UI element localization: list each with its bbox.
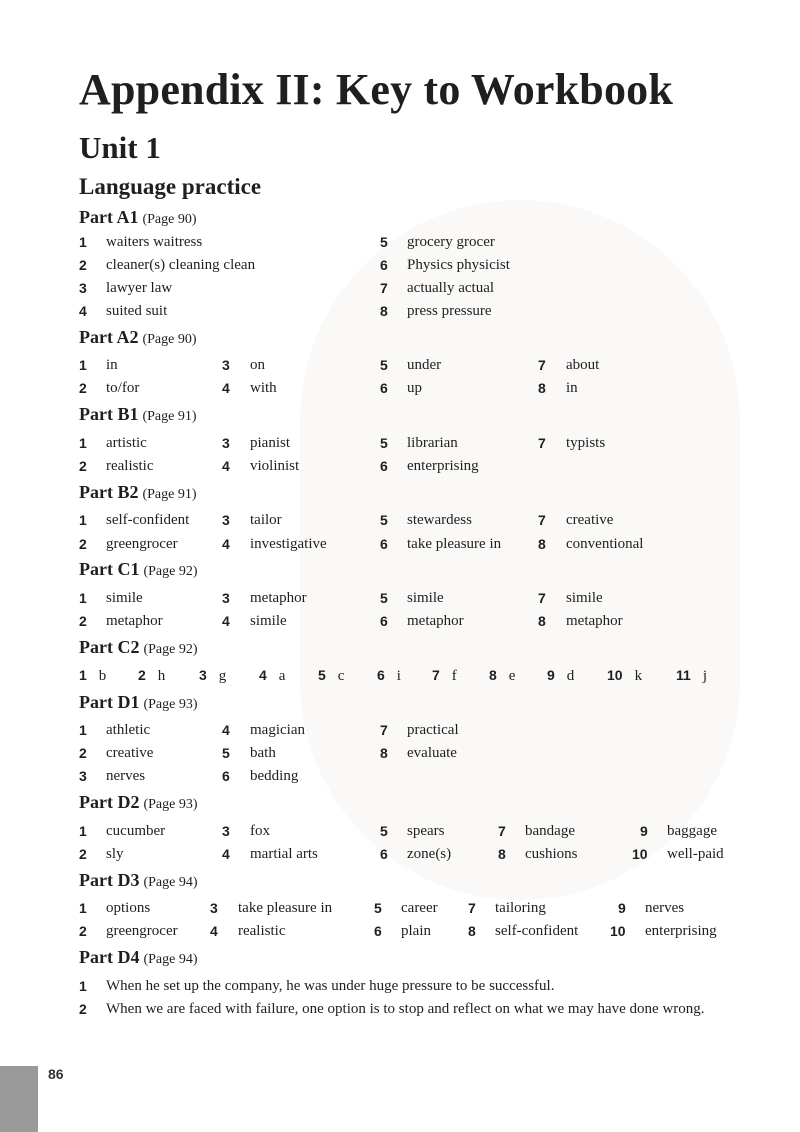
answer-text: under	[407, 357, 442, 373]
item-number: 5	[374, 900, 382, 916]
item-number: 4	[210, 923, 218, 939]
item-number: 7	[380, 722, 388, 738]
answer-row	[0, 456, 800, 476]
answer-text: cushions	[525, 846, 578, 862]
answer-row	[0, 588, 800, 608]
item-number: 2	[79, 846, 87, 862]
unit-heading: Unit 1	[79, 130, 161, 165]
match-pair: 11 j	[676, 667, 707, 684]
answer-row	[0, 433, 800, 453]
answer-text: actually actual	[407, 280, 495, 296]
match-pair: 1 b	[79, 667, 107, 684]
item-number: 2	[79, 923, 87, 939]
item-number: 1	[79, 357, 87, 373]
item-number: 4	[222, 458, 230, 474]
item-number: 8	[380, 303, 388, 319]
answer-text: career	[401, 900, 438, 916]
answer-text: Physics physicist	[407, 257, 510, 273]
answer-row	[0, 378, 800, 398]
item-number: 2	[79, 536, 87, 552]
match-pair: 4 a	[259, 667, 286, 684]
item-number: 8	[468, 923, 476, 939]
item-number: 5	[380, 234, 388, 250]
answer-text: violinist	[250, 458, 300, 474]
item-number: 3	[222, 357, 230, 373]
answer-text: evaluate	[407, 745, 457, 761]
answer-text: metaphor	[566, 613, 623, 629]
answer-text: to/for	[106, 380, 140, 396]
answer-row	[0, 510, 800, 530]
answer-text: conventional	[566, 536, 644, 552]
answer-row	[0, 821, 800, 841]
answer-text: with	[250, 380, 277, 396]
answer-text: self-confident	[495, 923, 579, 939]
item-number: 1	[79, 512, 87, 528]
item-number: 4	[222, 722, 230, 738]
item-number: 6	[380, 613, 388, 629]
answer-text: options	[106, 900, 151, 916]
answer-text: metaphor	[106, 613, 163, 629]
item-number: 1	[79, 900, 87, 916]
answer-text: spears	[407, 823, 445, 839]
match-pair: 7 f	[432, 667, 457, 684]
match-pair: 9 d	[547, 667, 575, 684]
item-number: 4	[79, 303, 87, 319]
item-number: 1	[79, 234, 87, 250]
item-number: 6	[380, 846, 388, 862]
part-d3-heading: Part D3 (Page 94)	[79, 870, 198, 890]
item-number: 3	[222, 590, 230, 606]
answer-text: greengrocer	[106, 923, 178, 939]
item-number: 1	[79, 823, 87, 839]
item-number: 6	[374, 923, 382, 939]
answer-text: up	[407, 380, 422, 396]
item-number: 2	[79, 257, 87, 273]
answer-text: metaphor	[250, 590, 307, 606]
answer-text: in	[566, 380, 578, 396]
answer-text: self-confident	[106, 512, 190, 528]
item-number: 7	[498, 823, 506, 839]
answer-text: investigative	[250, 536, 327, 552]
answer-text: cucumber	[106, 823, 166, 839]
answer-text: nerves	[645, 900, 685, 916]
item-number: 5	[380, 435, 388, 451]
answer-text: simile	[407, 590, 444, 606]
answer-text: bath	[250, 745, 276, 761]
answer-row	[0, 743, 800, 763]
item-number: 9	[618, 900, 626, 916]
answer-text: tailoring	[495, 900, 546, 916]
answer-row	[0, 611, 800, 631]
item-number: 3	[222, 512, 230, 528]
answer-text: enterprising	[645, 923, 717, 939]
part-d1-heading: Part D1 (Page 93)	[79, 692, 198, 712]
answer-row	[0, 355, 800, 375]
page-number: 86	[48, 1066, 64, 1082]
item-number: 7	[538, 435, 546, 451]
page-edge-tab	[0, 1066, 38, 1132]
item-number: 8	[380, 745, 388, 761]
match-pair: 8 e	[489, 667, 516, 684]
answer-text: press pressure	[407, 303, 492, 319]
part-d2-heading: Part D2 (Page 93)	[79, 792, 198, 812]
item-number: 6	[380, 257, 388, 273]
answer-sentence: When he set up the company, he was under huge pressure to be successful.	[106, 978, 555, 994]
item-number: 5	[380, 590, 388, 606]
section-heading: Language practice	[79, 174, 262, 199]
answer-text: typists	[566, 435, 606, 451]
answer-text: practical	[407, 722, 459, 738]
answer-text: bedding	[250, 768, 299, 784]
item-number: 7	[380, 280, 388, 296]
part-b1-heading: Part B1 (Page 91)	[79, 404, 197, 424]
item-number: 6	[380, 380, 388, 396]
answer-text: magician	[250, 722, 305, 738]
answer-text: waiters waitress	[106, 234, 203, 250]
answer-text: realistic	[106, 458, 154, 474]
answer-row	[0, 720, 800, 740]
answer-text: tailor	[250, 512, 282, 528]
item-number: 2	[79, 380, 87, 396]
item-number: 2	[79, 613, 87, 629]
item-number: 8	[498, 846, 506, 862]
answer-text: take pleasure in	[407, 536, 502, 552]
match-pair: 2 h	[138, 667, 166, 684]
match-pair: 3 g	[199, 667, 227, 684]
item-number: 4	[222, 380, 230, 396]
answer-text: librarian	[407, 435, 458, 451]
answer-text: take pleasure in	[238, 900, 333, 916]
item-number: 3	[222, 435, 230, 451]
answer-text: in	[106, 357, 118, 373]
match-pair: 5 c	[318, 667, 345, 684]
answer-row	[0, 766, 800, 786]
answer-text: creative	[106, 745, 154, 761]
answer-row	[0, 301, 800, 321]
answer-text: grocery grocer	[407, 234, 495, 250]
match-pair: 10 k	[607, 667, 643, 684]
part-d4-heading: Part D4 (Page 94)	[79, 947, 198, 967]
item-number: 3	[79, 768, 87, 784]
part-b2-heading: Part B2 (Page 91)	[79, 482, 197, 502]
answer-text: simile	[566, 590, 603, 606]
item-number: 7	[538, 512, 546, 528]
item-number: 8	[538, 613, 546, 629]
item-number: 1	[79, 978, 87, 994]
item-number: 2	[79, 745, 87, 761]
answer-text: greengrocer	[106, 536, 178, 552]
match-pair: 6 i	[377, 667, 401, 684]
answer-row	[0, 232, 800, 252]
answer-row	[0, 278, 800, 298]
answer-text: simile	[106, 590, 143, 606]
item-number: 8	[538, 536, 546, 552]
answer-text: cleaner(s) cleaning clean	[106, 257, 256, 273]
answer-text: about	[566, 357, 600, 373]
item-number: 4	[222, 613, 230, 629]
answer-row	[0, 898, 800, 918]
answer-text: zone(s)	[407, 846, 452, 862]
item-number: 4	[222, 846, 230, 862]
item-number: 8	[538, 380, 546, 396]
item-number: 2	[79, 1001, 87, 1017]
item-number: 10	[610, 923, 626, 939]
answer-text: pianist	[250, 435, 290, 451]
item-number: 2	[79, 458, 87, 474]
answer-row	[0, 534, 800, 554]
item-number: 9	[640, 823, 648, 839]
item-number: 6	[380, 458, 388, 474]
item-number: 7	[538, 357, 546, 373]
part-c1-heading: Part C1 (Page 92)	[79, 559, 198, 579]
answer-text: martial arts	[250, 846, 318, 862]
answer-text: enterprising	[407, 458, 479, 474]
answer-text: artistic	[106, 435, 147, 451]
item-number: 1	[79, 435, 87, 451]
answer-sentence: When we are faced with failure, one option is to stop and reflect on what we may have done wrong.	[106, 1001, 705, 1017]
item-number: 5	[222, 745, 230, 761]
answer-text: on	[250, 357, 265, 373]
answer-text: lawyer law	[106, 280, 173, 296]
item-number: 5	[380, 823, 388, 839]
item-number: 1	[79, 722, 87, 738]
answer-row	[0, 844, 800, 864]
answer-text: creative	[566, 512, 614, 528]
item-number: 1	[79, 590, 87, 606]
part-a1-heading: Part A1 (Page 90)	[79, 207, 197, 227]
item-number: 6	[380, 536, 388, 552]
answer-text: suited suit	[106, 303, 168, 319]
answer-text: stewardess	[407, 512, 472, 528]
answer-text: plain	[401, 923, 431, 939]
item-number: 3	[210, 900, 218, 916]
answer-row	[0, 665, 800, 685]
answer-text: athletic	[106, 722, 151, 738]
part-a2-heading: Part A2 (Page 90)	[79, 327, 197, 347]
answer-text: baggage	[667, 823, 717, 839]
answer-text: well-paid	[667, 846, 724, 862]
item-number: 6	[222, 768, 230, 784]
item-number: 3	[222, 823, 230, 839]
item-number: 3	[79, 280, 87, 296]
answer-row	[0, 921, 800, 941]
item-number: 5	[380, 512, 388, 528]
answer-text: nerves	[106, 768, 146, 784]
item-number: 10	[632, 846, 648, 862]
part-c2-heading: Part C2 (Page 92)	[79, 637, 198, 657]
item-number: 7	[538, 590, 546, 606]
answer-text: bandage	[525, 823, 575, 839]
item-number: 4	[222, 536, 230, 552]
answer-text: fox	[250, 823, 270, 839]
answer-text: sly	[106, 846, 124, 862]
item-number: 5	[380, 357, 388, 373]
page-title: Appendix II: Key to Workbook	[79, 65, 674, 114]
answer-text: realistic	[238, 923, 286, 939]
answer-text: metaphor	[407, 613, 464, 629]
answer-text: simile	[250, 613, 287, 629]
item-number: 7	[468, 900, 476, 916]
answer-row	[0, 255, 800, 275]
